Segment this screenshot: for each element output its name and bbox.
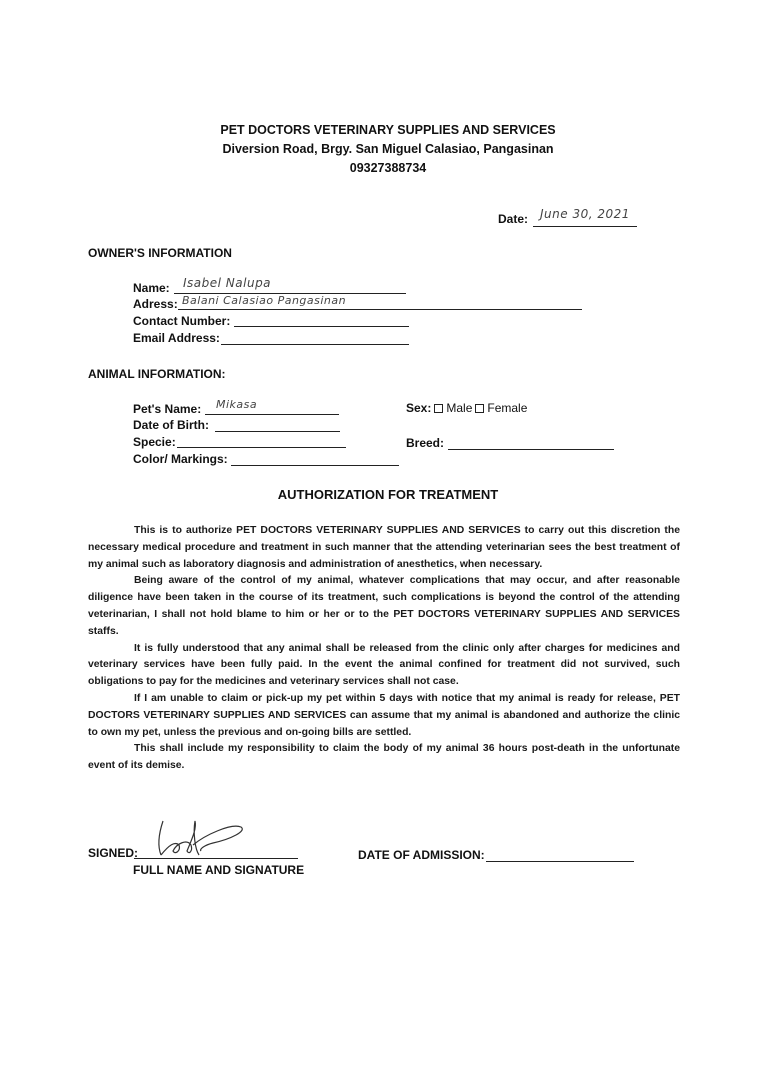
date-of-admission-line (486, 861, 634, 862)
female-option-label: Female (487, 401, 528, 415)
date-of-admission-label: DATE OF ADMISSION: (358, 848, 485, 862)
animal-section-title: ANIMAL INFORMATION: (88, 367, 226, 381)
dob-line (215, 431, 340, 432)
email-address-line (221, 344, 409, 345)
email-address-label: Email Address: (133, 331, 220, 345)
company-phone: 09327388734 (349, 161, 427, 175)
authorization-paragraph: Being aware of the control of my animal, whatever complications that may occur, and after reasonable diligence have been taken in the course of its treatment, such complications is beyond the control of the attending veterinarian, I shall not hold blame to him or her or to the PET DOCTORS VETERINARY SUPPLIES AND SERVICES staffs. (88, 575, 680, 637)
sex-label: Sex: (406, 401, 432, 415)
company-name: PET DOCTORS VETERINARY SUPPLIES AND SERVICES (220, 123, 556, 137)
owner-address-label: Adress: (133, 297, 178, 311)
breed-line (448, 449, 614, 450)
color-markings-label: Color/ Markings: (133, 452, 228, 466)
authorization-paragraph: If I am unable to claim or pick-up my pet within 5 days with notice that my animal is ready for release, PET DOCTORS VETERINARY SUPPLIES AND SERVICES can assume that my animal is abandoned and authorize the clinic to own my pet, unless the previous and on-going bills are settled. (88, 692, 680, 738)
owner-section-title: OWNER'S INFORMATION (88, 246, 232, 260)
specie-line (177, 447, 346, 448)
owner-address-value: Balani Calasiao Pangasinan (182, 294, 347, 307)
dob-label: Date of Birth: (133, 418, 209, 432)
authorization-paragraph: This shall include my responsibility to claim the body of my animal 36 hours post-death in the unfortunate event of its demise. (88, 743, 680, 772)
breed-label: Breed: (406, 436, 445, 450)
pet-name-value: Mikasa (216, 398, 258, 411)
pet-name-line (205, 414, 339, 415)
owner-address-line (178, 309, 582, 310)
date-value: June 30, 2021 (540, 207, 630, 221)
contact-number-label: Contact Number: (133, 314, 231, 328)
specie-label: Specie: (133, 435, 176, 449)
female-checkbox[interactable] (475, 404, 484, 413)
authorization-paragraph: It is fully understood that any animal shall be released from the clinic only after charges for medicines and veterinary services have been fully paid. In the event the animal confined for treatment did not survived, such obligations to pay for the medicines and veterinary services shall not case. (88, 642, 680, 688)
male-checkbox[interactable] (434, 404, 443, 413)
male-option-label: Male (446, 401, 473, 415)
owner-name-label: Name: (133, 281, 170, 295)
owner-name-value: Isabel Nalupa (183, 276, 272, 290)
signed-label: SIGNED: (88, 846, 139, 860)
contact-number-line (234, 326, 409, 327)
authorization-title: AUTHORIZATION FOR TREATMENT (277, 487, 499, 502)
authorization-body (88, 523, 680, 775)
authorization-paragraph: This is to authorize PET DOCTORS VETERINARY SUPPLIES AND SERVICES to carry out this discretion the necessary medical procedure and treatment in such manner that the attending veterinarian sees the best treatment of my animal such as laboratory diagnosis and administration of anesthetics, when necessary. (88, 525, 680, 570)
company-address: Diversion Road, Brgy. San Miguel Calasiao, Pangasinan (222, 142, 554, 156)
sex-field (406, 401, 527, 415)
date-underline (533, 226, 637, 227)
signature-line (134, 858, 298, 859)
full-name-signature-label: FULL NAME AND SIGNATURE (133, 863, 305, 877)
color-markings-line (231, 465, 399, 466)
pet-name-label: Pet's Name: (133, 402, 202, 416)
date-label: Date: (498, 212, 529, 226)
